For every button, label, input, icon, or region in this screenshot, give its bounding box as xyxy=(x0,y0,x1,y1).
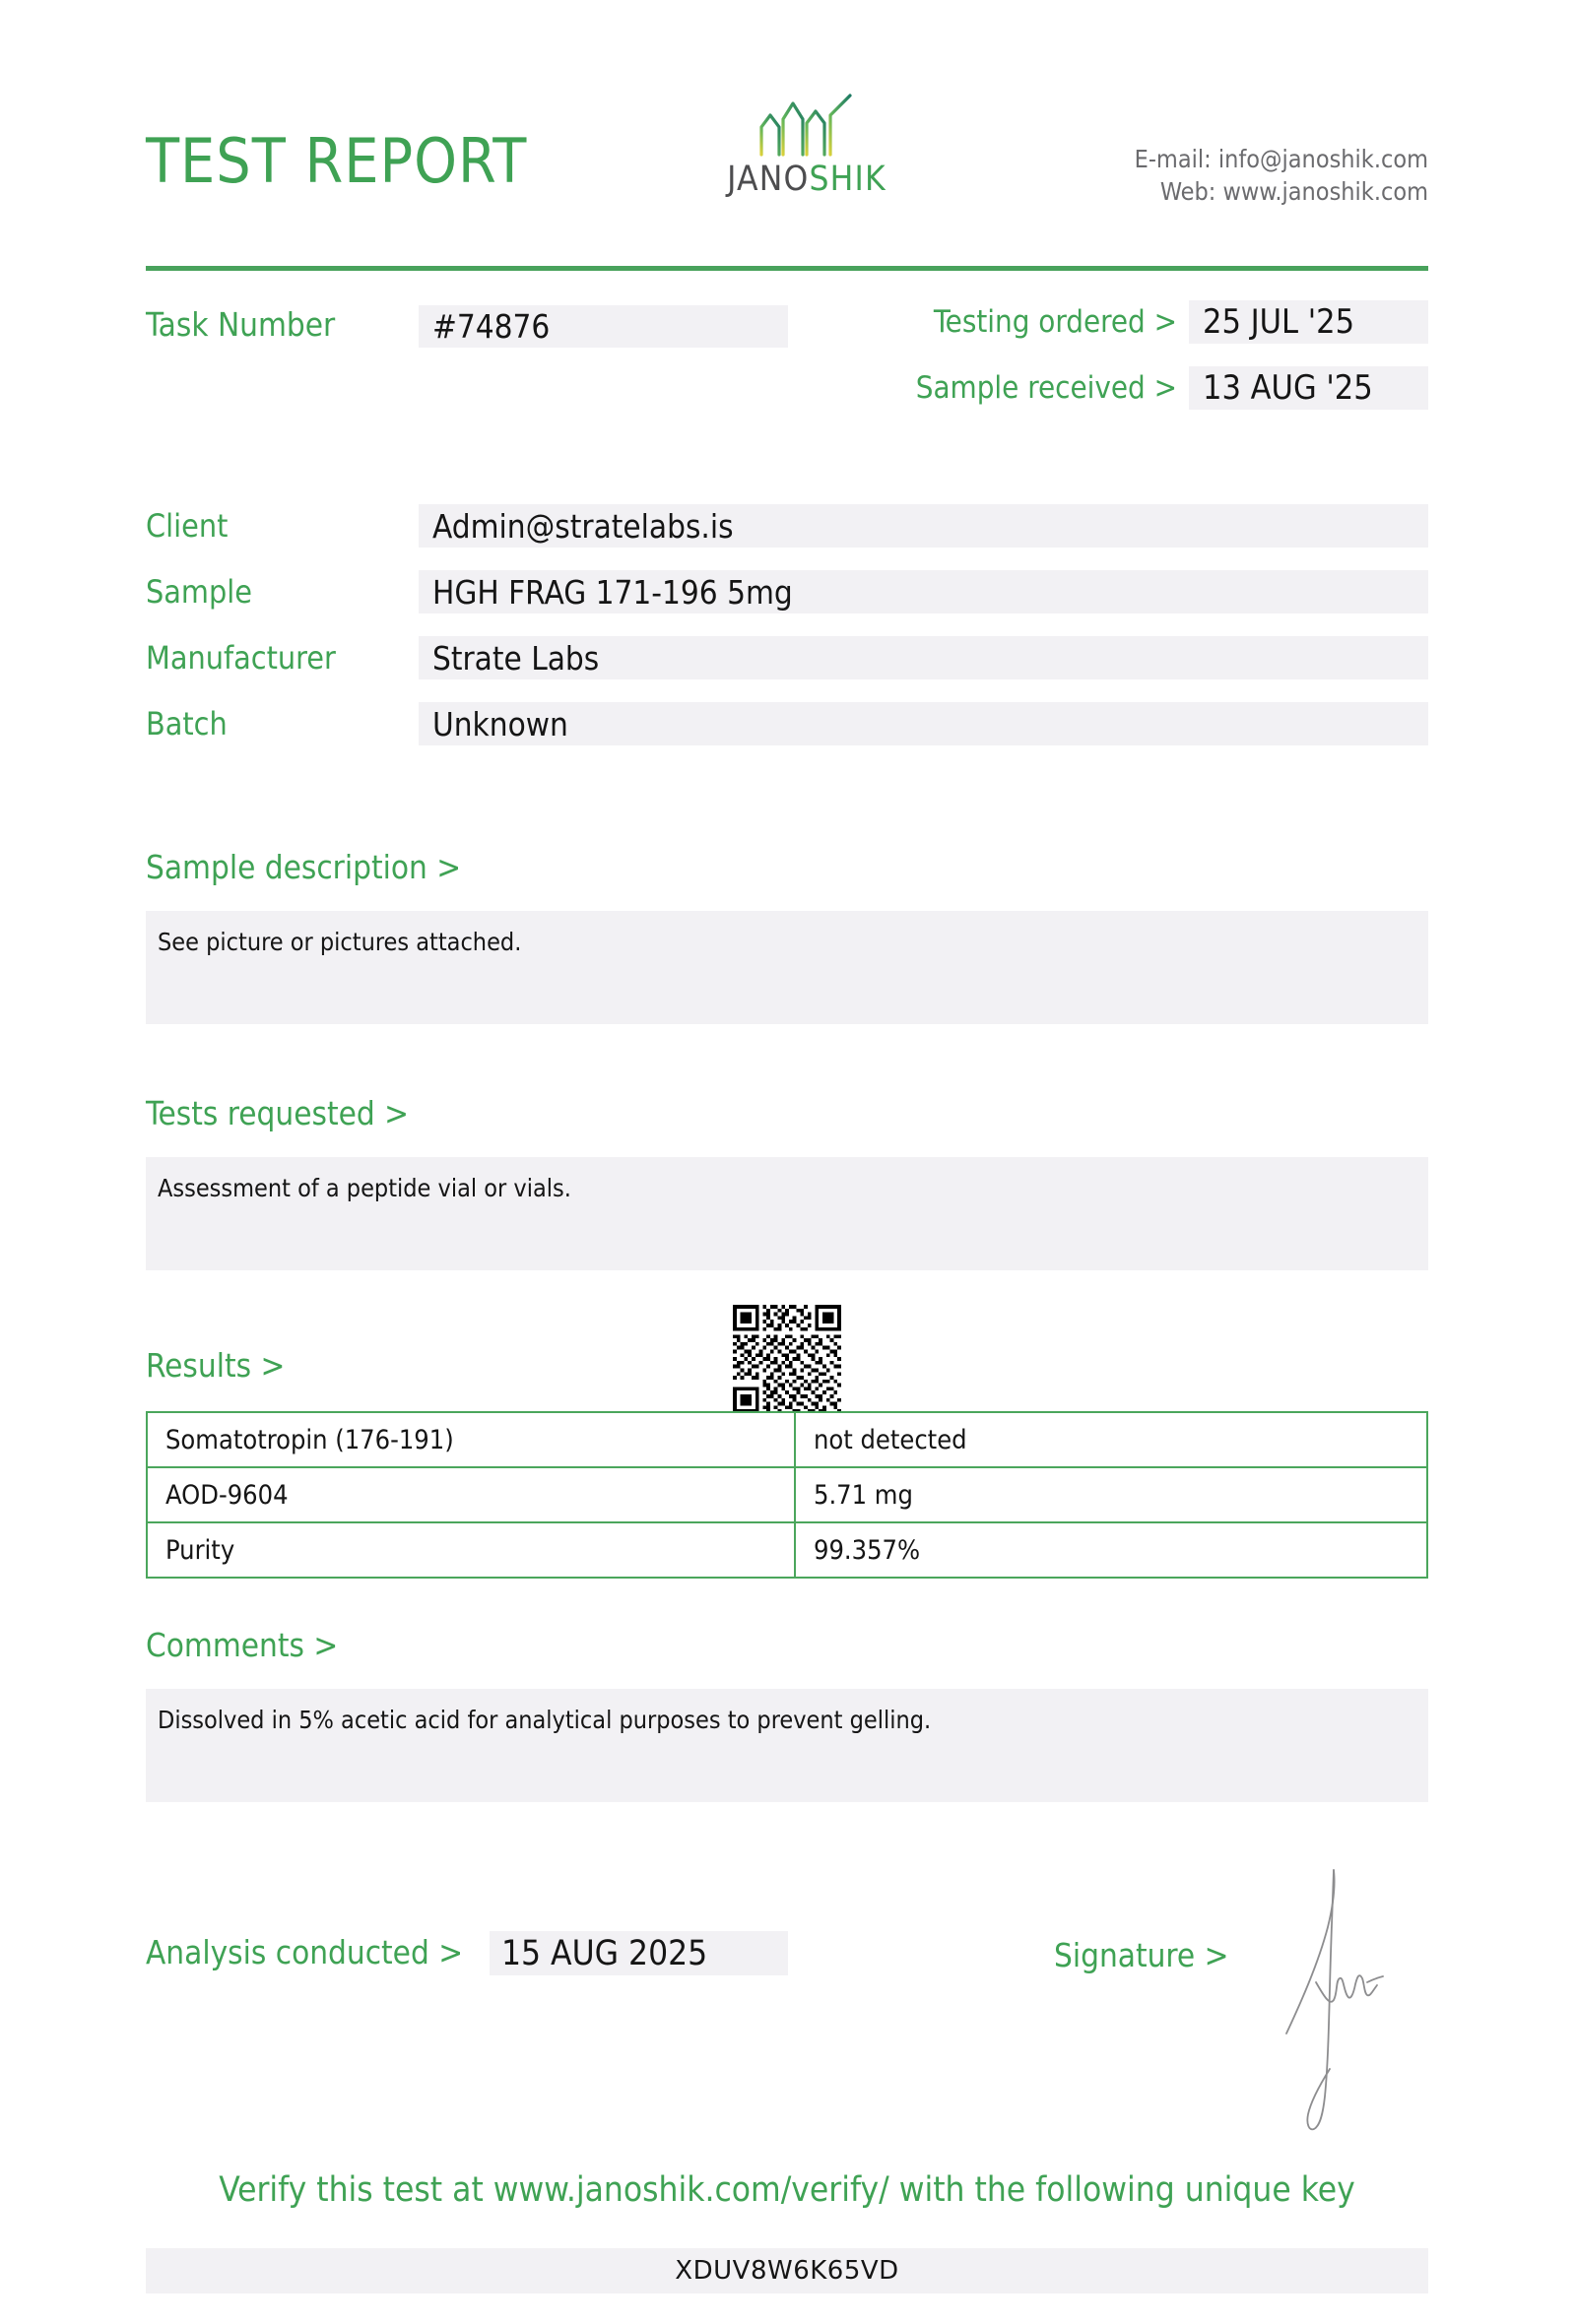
result-analyte: Somatotropin (176-191) xyxy=(147,1412,795,1467)
result-value: 5.71 mg xyxy=(795,1467,1427,1522)
result-analyte: AOD-9604 xyxy=(147,1467,795,1522)
info-row-batch xyxy=(146,702,1428,745)
contact-info xyxy=(1135,143,1428,208)
tests-requested-title: Tests requested > xyxy=(146,1094,410,1132)
table-row xyxy=(147,1522,1427,1578)
client-label: Client xyxy=(146,507,229,545)
testing-ordered-label: Testing ordered > xyxy=(933,304,1177,340)
result-analyte: Purity xyxy=(147,1522,795,1578)
email-line: E-mail: info@janoshik.com xyxy=(1134,145,1428,173)
page-title: TEST REPORT xyxy=(146,125,528,197)
report-header xyxy=(146,94,1428,241)
manufacturer-label: Manufacturer xyxy=(146,639,336,677)
header-divider xyxy=(146,266,1428,271)
info-row-sample xyxy=(146,570,1428,613)
qr-code-icon xyxy=(729,1305,845,1413)
results-title: Results > xyxy=(146,1346,286,1385)
brand-word-jano: JANO xyxy=(727,160,810,199)
result-value: not detected xyxy=(795,1412,1427,1467)
sample-value: HGH FRAG 171-196 5mg xyxy=(419,570,1428,613)
table-row xyxy=(147,1467,1427,1522)
client-value: Admin@stratelabs.is xyxy=(419,504,1428,548)
sample-info-fields xyxy=(146,504,1428,768)
task-number-label: Task Number xyxy=(146,305,336,344)
unique-key-value: XDUV8W6K65VD xyxy=(146,2248,1428,2293)
analysis-conducted-value: 15 AUG 2025 xyxy=(490,1931,788,1975)
verify-instruction: Verify this test at www.janoshik.com/verify/ with the following unique key xyxy=(219,2170,1355,2210)
signature-label: Signature > xyxy=(1054,1936,1229,1974)
batch-label: Batch xyxy=(146,705,228,742)
task-number-value: #74876 xyxy=(419,305,788,348)
sample-received-value: 13 AUG '25 xyxy=(1189,366,1428,410)
brand-word-shik: SHIK xyxy=(809,160,886,199)
analysis-conducted-label: Analysis conducted > xyxy=(146,1933,464,1971)
info-row-manufacturer xyxy=(146,636,1428,679)
mountain-graph-icon xyxy=(754,94,860,159)
results-table xyxy=(146,1411,1428,1579)
sample-received-label: Sample received > xyxy=(915,370,1177,406)
brand-wordmark xyxy=(693,161,920,198)
testing-ordered-row xyxy=(886,300,1428,344)
sample-description-title: Sample description > xyxy=(146,848,462,886)
manufacturer-value: Strate Labs xyxy=(419,636,1428,679)
tests-requested-text: Assessment of a peptide vial or vials. xyxy=(146,1157,1428,1270)
result-value: 99.357% xyxy=(795,1522,1427,1578)
handwritten-signature-icon xyxy=(1271,1856,1389,2132)
table-row xyxy=(147,1412,1427,1467)
janoshik-logo xyxy=(693,94,920,198)
batch-value: Unknown xyxy=(419,702,1428,745)
sample-description-text: See picture or pictures attached. xyxy=(146,911,1428,1024)
sample-label: Sample xyxy=(146,573,252,611)
sample-received-row xyxy=(886,366,1428,410)
comments-text: Dissolved in 5% acetic acid for analytical purposes to prevent gelling. xyxy=(146,1689,1428,1802)
testing-ordered-value: 25 JUL '25 xyxy=(1189,300,1428,344)
info-row-client xyxy=(146,504,1428,548)
date-fields xyxy=(886,300,1428,432)
web-line: Web: www.janoshik.com xyxy=(1159,177,1428,206)
comments-title: Comments > xyxy=(146,1626,339,1664)
